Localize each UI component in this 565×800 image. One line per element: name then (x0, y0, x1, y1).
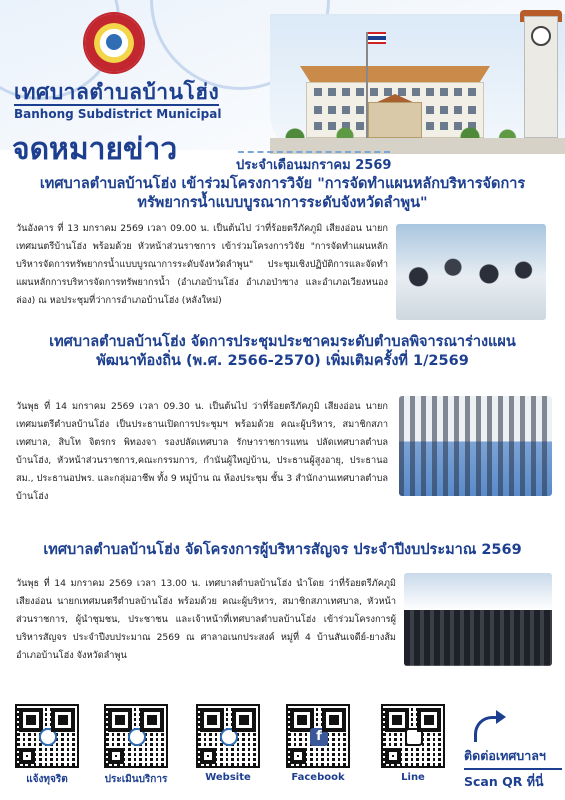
org-name-divider (14, 104, 219, 106)
seal-icon (220, 728, 238, 746)
qr-code-image (15, 704, 79, 768)
clock-icon (531, 26, 551, 46)
qr-code-line[interactable] (380, 704, 446, 783)
seal-emblem-icon (106, 34, 122, 50)
article-1-headline-line-2: ทรัพยากรน้ำแบบบูรณาการระดับจังหวัดลำพูน" (137, 195, 428, 211)
qr-label: แจ้งทุจริต (26, 774, 68, 785)
article-3-headline (10, 541, 555, 560)
seal-icon (39, 728, 57, 746)
qr-code-corruption-report[interactable] (14, 704, 80, 787)
arrow-head-icon (496, 710, 506, 724)
qr-code-image (104, 704, 168, 768)
contact-callout (464, 746, 562, 792)
article-1-body: วันอังคาร ที่ 13 มกราคม 2569 เวลา 09.00 น. เป็นต้นไป ว่าที่ร้อยตรีภัคภูมิ เสียงอ่อน นายกเทศมนตรีบ้านโฮ่ง พร้อมด้วย หัวหน้าส่วนราชการ เข้าร่วมโครงการวิจัย "การจัดทำแผนหลักบริหารจัดการทรัพยากรน้ำแบบบูรณาการระดับจังหวัดลำพูน" ประชุมเชิงปฏิบัติการและจัดทำแผนหลักการบริหารจัดการทรัพยากรน้ำ (อำเภอบ้านโฮ่ง อำเภอป่าซาง และอำเภอเวียงหนองล่อง) ณ หอประชุมที่ว่าการอำเภอบ้านโฮ่ง (หลังใหม่) (16, 223, 388, 306)
seal-icon (128, 728, 146, 746)
line-icon (405, 728, 423, 746)
qr-code-service-evaluation[interactable] (103, 704, 169, 787)
article-3-photo (404, 573, 552, 666)
qr-code-image (381, 704, 445, 768)
facebook-icon: f (310, 728, 328, 746)
qr-label: Line (401, 772, 425, 783)
article-1-photo (396, 224, 546, 320)
contact-scan-text: Scan QR ที่นี่ (464, 774, 544, 789)
article-3-headline-line-1: เทศบาลตำบลบ้านโฮ่ง จัดโครงการผู้บริหารสัญจร ประจำปีงบประมาณ 2569 (43, 542, 522, 558)
article-3-body: วันพุธ ที่ 14 มกราคม 2569 เวลา 13.00 น. เทศบาลตำบลบ้านโฮ่ง นำโดย ว่าที่ร้อยตรีภัคภูมิ เสียงอ่อน นายกเทศมนตรีตำบลบ้านโฮ่ง พร้อมด้วย คณะผู้บริหาร, สมาชิกสภาเทศบาล, หัวหน้าส่วนราชการ, ผู้นำชุมชน, ประชาชน และเจ้าหน้าที่เทศบาลตำบลบ้านโฮ่ง เข้าร่วมโครงการผู้บริหารสัญจร ประจำปีงบประมาณ 2569 ณ ศาลาอเนกประสงค์ หมู่ที่ 4 บ้านสันเจดีย์-ยางส้ม อำเภอบ้านโฮ่ง จังหวัดลำพูน (16, 578, 396, 661)
municipal-building-illustration (270, 14, 565, 154)
qr-code-facebook[interactable] (285, 704, 351, 783)
qr-code-website[interactable] (195, 704, 261, 783)
article-1-headline (10, 175, 555, 213)
issue-month: ประจำเดือนมกราคม 2569 (236, 158, 392, 173)
article-2-headline-line-2: พัฒนาท้องถิ่น (พ.ศ. 2566-2570) เพิ่มเติมครั้งที่ 1/2569 (96, 353, 469, 369)
article-1-headline-line-1: เทศบาลตำบลบ้านโฮ่ง เข้าร่วมโครงการวิจัย "การจัดทำแผนหลักบริหารจัดการ (39, 176, 526, 192)
qr-label: Facebook (291, 772, 345, 783)
org-name-thai: เทศบาลตำบลบ้านโฮ่ง (14, 80, 220, 104)
qr-code-image (196, 704, 260, 768)
contact-title: ติดต่อเทศบาลฯ (464, 746, 562, 770)
municipal-seal-logo (85, 14, 143, 72)
qr-code-image (286, 704, 350, 768)
qr-label: ประเมินบริการ (104, 774, 168, 785)
qr-label: Website (205, 772, 251, 783)
article-2-photo (399, 396, 552, 496)
article-2-body: วันพุธ ที่ 14 มกราคม 2569 เวลา 09.30 น. เป็นต้นไป ว่าที่ร้อยตรีภัคภูมิ เสียงอ่อน นายกเทศมนตรีตำบลบ้านโฮ่ง เป็นประธานเปิดการประชุมฯ พร้อมด้วย คณะผู้บริหาร, สมาชิกสภาเทศบาล, สิบโท จิตรกร พิทองจา รองปลัดเทศบาล รักษาราชการแทน ปลัดเทศบาลตำบลบ้านโฮ่ง, หัวหน้าส่วนราชการ,คณะกรรมการ, กำนันผู้ใหญ่บ้าน, ประธานผู้สูงอายุ, ประธานอสม., ประธานอปพร. และกลุ่มอาชีพ ทั้ง 9 หมู่บ้าน ณ ห้องประชุม ชั้น 3 สำนักงานเทศบาลตำบลบ้านโฮ่ง (16, 401, 388, 502)
newsletter-masthead: จดหมายข่าว (12, 132, 178, 167)
org-name-english: Banhong Subdistrict Municipal (14, 107, 222, 121)
article-2-headline (10, 333, 555, 371)
masthead-dashed-rule (238, 151, 390, 153)
thai-flag-icon (368, 32, 386, 44)
article-2-headline-line-1: เทศบาลตำบลบ้านโฮ่ง จัดการประชุมประชาคมระดับตำบลพิจารณาร่างแผน (49, 334, 516, 350)
